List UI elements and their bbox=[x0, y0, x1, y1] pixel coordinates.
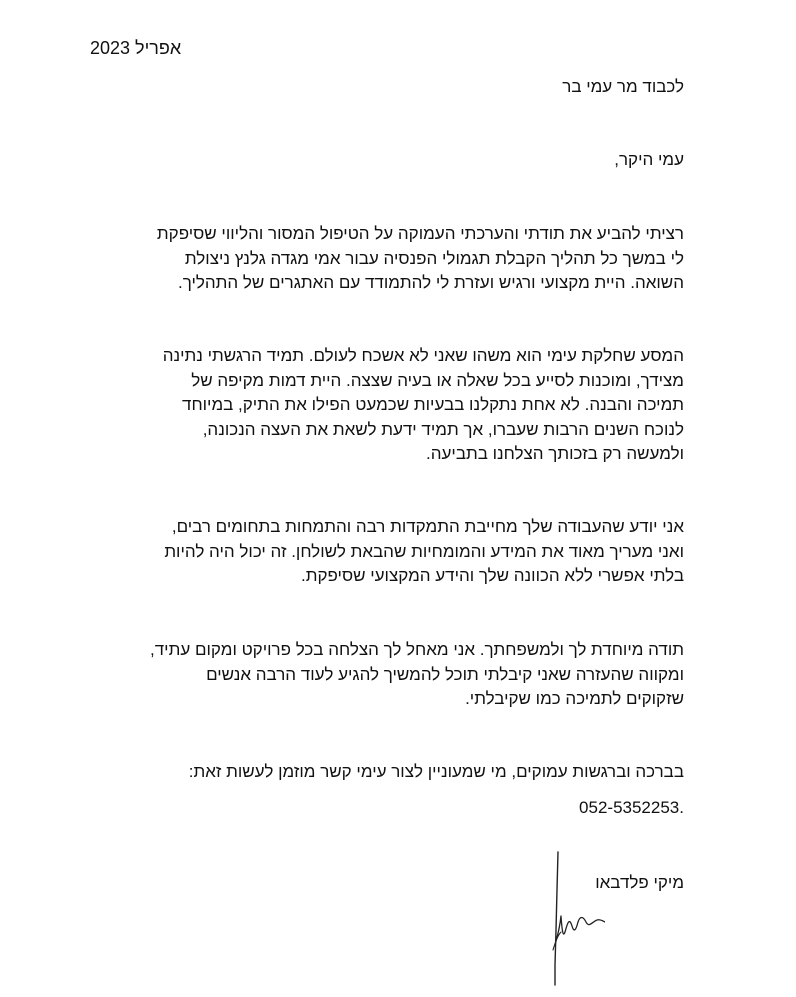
paragraph-2 bbox=[94, 344, 684, 467]
paragraph-line: שזקוקים לתמיכה כמו שקיבלתי. bbox=[465, 689, 684, 708]
greeting-line: עמי היקר, bbox=[614, 150, 684, 169]
paragraph-3 bbox=[94, 515, 684, 589]
paragraph-line: לנוכח השנים הרבות שעברו, אך תמיד ידעת לשאת את העצה הנכונה, bbox=[202, 419, 684, 439]
paragraph-line: ולמעשה רק בזכותך הצלחנו בתביעה. bbox=[426, 444, 684, 463]
paragraph-line: המסע שחלקת עימי הוא משהו שאני לא אשכח לעולם. תמיד הרגשתי נתינה bbox=[162, 346, 684, 365]
recipient-line: לכבוד מר עמי בר bbox=[562, 77, 684, 96]
paragraph-line: לי במשך כל תהליך הקבלת תגמולי הפנסיה עבור אמי מגדה גלנץ ניצולת bbox=[184, 248, 684, 268]
paragraph-line: מצידך, ומוכנות לסייע בכל שאלה או בעיה שצצה. היית דמות מקיפה של bbox=[191, 370, 684, 390]
paragraph-line: תמיכה והבנה. לא אחת נתקלנו בבעיות שכמעט הפילו את התיק, במיוחד bbox=[182, 395, 684, 414]
paragraph-line: תודה מיוחדת לך ולמשפחתך. אני מאחל לך הצלחה בכל פרויקט ומקום עתיד, bbox=[150, 640, 684, 659]
paragraph-line: ומקווה שהעזרה שאני קיבלתי תוכל להמשיך להגיע לעוד הרבה אנשים bbox=[206, 664, 684, 684]
sender-name: מיקי פלדבאו bbox=[595, 873, 684, 892]
letter-date: אפריל 2023 bbox=[90, 38, 182, 58]
paragraph-line: רציתי להביע את תודתי והערכתי העמוקה על הטיפול המסור והליווי שסיפקת bbox=[156, 224, 684, 243]
paragraph-line: ואני מעריך מאוד את המידע והמומחיות שהבאת לשולחן. זה יכול היה להיות bbox=[164, 541, 684, 561]
paragraph-1 bbox=[94, 222, 684, 296]
closing-line: בברכה וברגשות עמוקים, מי שמעוניין לצור עימי קשר מוזמן לעשות זאת: bbox=[188, 762, 684, 781]
paragraph-line: בלתי אפשרי ללא הכוונה שלך והידע המקצועי שסיפקת. bbox=[301, 566, 684, 585]
paragraph-line: השואה. היית מקצועי ורגיש ועזרת לי להתמודד עם האתגרים של התהליך. bbox=[178, 273, 684, 292]
phone-number: .052-5352253 bbox=[579, 798, 684, 817]
handwritten-signature-icon bbox=[545, 850, 605, 990]
paragraph-4 bbox=[94, 638, 684, 712]
paragraph-line: אני יודע שהעבודה שלך מחייבת התמקדות רבה והתמחות בתחומים רבים, bbox=[171, 517, 684, 536]
